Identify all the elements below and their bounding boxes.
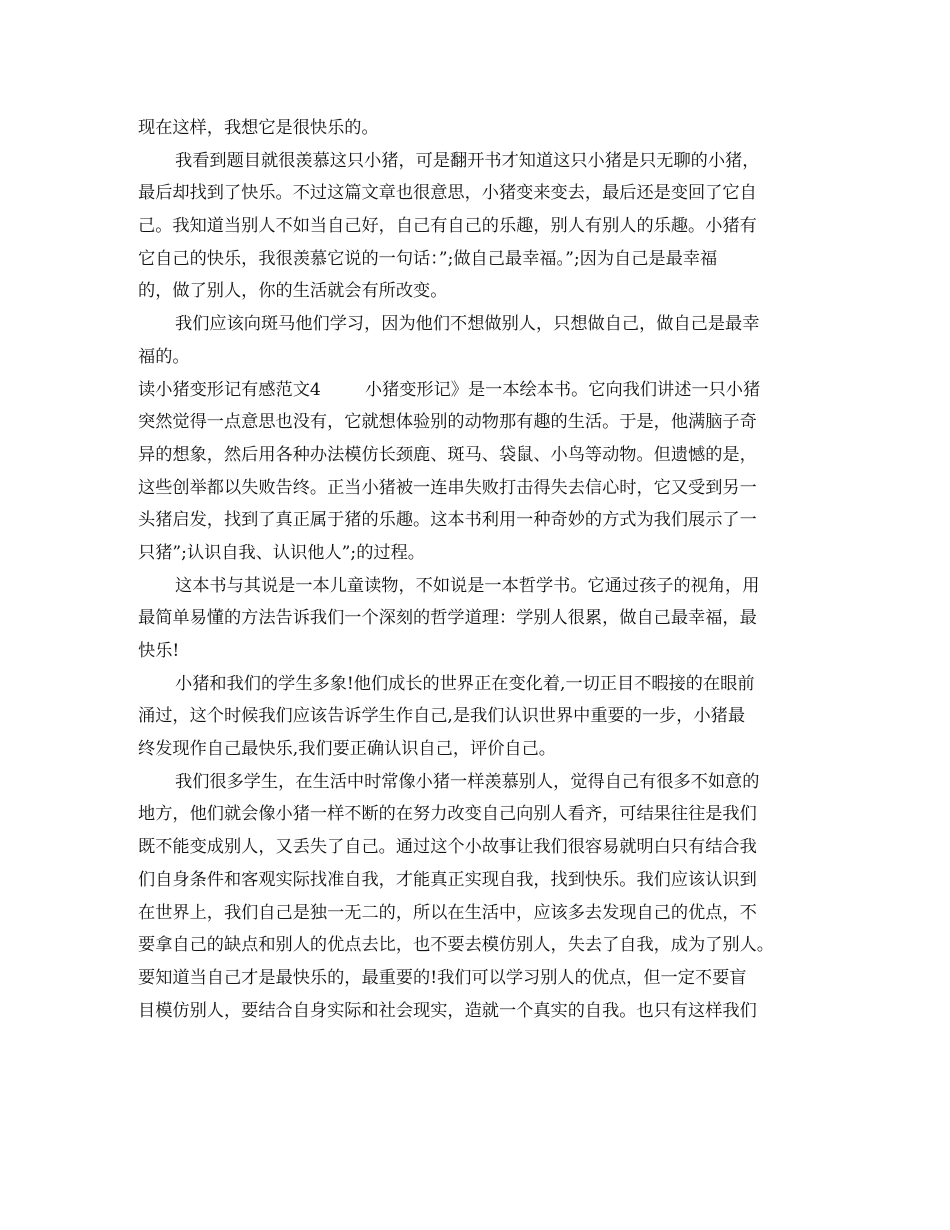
text-line: 地方，他们就会像小猪一样不断的在努力改变自己向别人看齐，可结果往往是我们 bbox=[138, 804, 757, 825]
text-line: 现在这样，我想它是很快乐的。 bbox=[138, 118, 379, 138]
paragraph-start-line: 我们很多学生，在生活中时常像小猪一样羡慕别人，觉得自己有很多不如意的 bbox=[175, 771, 760, 792]
text-line: 头猪启发，找到了真正属于猪的乐趣。这本书利用一种奇妙的方式为我们展示了一 bbox=[138, 510, 757, 531]
text-line: 终发现作自己最快乐,我们要正确认识自己，评价自己。 bbox=[138, 739, 556, 760]
text-line: 在世界上，我们自己是独一无二的，所以在生活中，应该多去发现自己的优点，不 bbox=[138, 902, 757, 923]
text-line: 快乐! bbox=[138, 641, 180, 661]
text-line: 们自身条件和客观实际找准自我，才能真正实现自我，找到快乐。我们应该认识到 bbox=[138, 869, 757, 890]
text-line: 这些创举都以失败告终。正当小猪被一连串失败打击得失去信心时，它又受到另一 bbox=[138, 477, 757, 498]
text-line: 福的。 bbox=[138, 346, 190, 367]
section-intro: 小猪变形记》是一本绘本书。它向我们讲述一只小猪 bbox=[364, 379, 761, 400]
text-line: 己。我知道当别人不如当自己好，自己有自己的乐趣，别人有别人的乐趣。小猪有 bbox=[138, 216, 757, 237]
text-line: 既不能变成别人，又丢失了自己。通过这个小故事让我们很容易就明白只有结合我 bbox=[138, 837, 757, 858]
text-line: 异的想象，然后用各种办法模仿长颈鹿、斑马、袋鼠、小鸟等动物。但遗憾的是， bbox=[138, 444, 757, 465]
text-line: 它自己的快乐，我很羡慕它说的一句话：”;做自己最幸福。”;因为自己是最幸福 bbox=[138, 248, 718, 269]
text-line: 涌过，这个时候我们应该告诉学生作自己,是我们认识世界中重要的一步，小猪最 bbox=[138, 706, 746, 727]
text-line: 只猪”;认识自我、认识他人”;的过程。 bbox=[138, 542, 425, 563]
document-body bbox=[138, 112, 828, 1027]
text-line: 目模仿别人，要结合自身实际和社会现实，造就一个真实的自我。也只有这样我们 bbox=[138, 1000, 757, 1021]
text-line: 要知道当自己才是最快乐的，最重要的!我们可以学习别人的优点，但一定不要盲 bbox=[138, 967, 747, 988]
paragraph-start-line: 我看到题目就很羡慕这只小猪，可是翻开书才知道这只小猪是只无聊的小猪， bbox=[175, 150, 760, 171]
section-heading: 读小猪变形记有感范文4 bbox=[138, 379, 321, 400]
paragraph-start-line: 我们应该向斑马他们学习，因为他们不想做别人，只想做自己，做自己是最幸 bbox=[175, 314, 760, 335]
section-heading-line bbox=[138, 374, 828, 407]
paragraph-start-line: 这本书与其说是一本儿童读物，不如说是一本哲学书。它通过孩子的视角，用 bbox=[175, 575, 760, 596]
text-line: 最后却找到了快乐。不过这篇文章也很意思，小猪变来变去，最后还是变回了它自 bbox=[138, 183, 757, 204]
text-line: 最简单易懂的方法告诉我们一个深刻的哲学道理：学别人很累，做自己最幸福，最 bbox=[138, 608, 757, 629]
paragraph-start-line: 小猪和我们的学生多象!他们成长的世界正在变化着,一切正目不暇接的在眼前 bbox=[175, 673, 755, 694]
text-line: 要拿自己的缺点和别人的优点去比，也不要去模仿别人，失去了自我，成为了别人。 bbox=[138, 935, 774, 956]
text-line: 突然觉得一点意思也没有，它就想体验别的动物那有趣的生活。于是，他满脑子奇 bbox=[138, 412, 757, 433]
text-line: 的，做了别人，你的生活就会有所改变。 bbox=[138, 281, 448, 302]
